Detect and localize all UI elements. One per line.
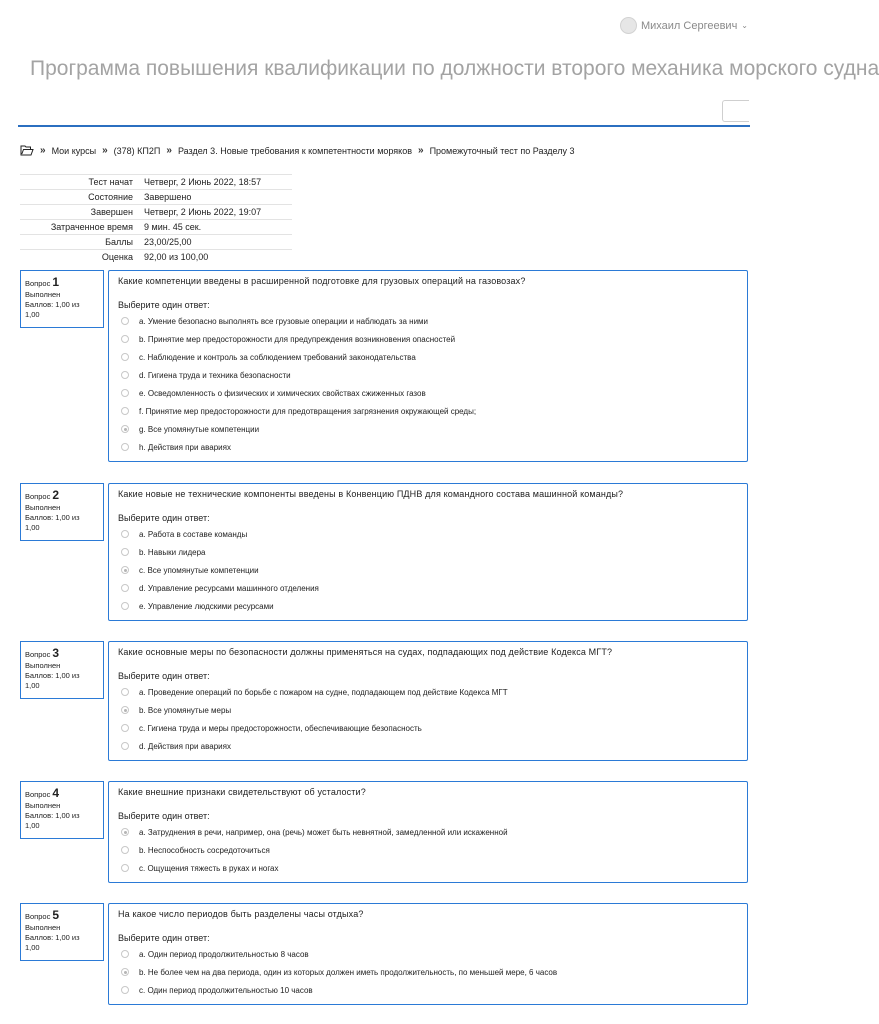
- question-info: [20, 641, 104, 699]
- user-name: Михаил Сергеевич: [640, 19, 738, 32]
- summary-value: Четверг, 2 Июнь 2022, 19:07: [144, 205, 292, 220]
- answer-option[interactable]: [118, 525, 738, 543]
- answer-option[interactable]: [118, 366, 738, 384]
- summary-row: [20, 250, 292, 265]
- summary-row: [20, 220, 292, 235]
- summary-label: Оценка: [20, 250, 144, 265]
- answer-option[interactable]: [118, 348, 738, 366]
- radio-button[interactable]: [121, 828, 129, 836]
- answer-label: b. Принятие мер предосторожности для предупреждения возникновения опасностей: [139, 334, 456, 344]
- question-label: Вопрос: [25, 790, 51, 799]
- question-label: Вопрос: [25, 492, 51, 501]
- page-title: Программа повышения квалификации по должности второго механика морского судна: [30, 57, 879, 80]
- user-menu[interactable]: [620, 17, 748, 34]
- summary-value: 92,00 из 100,00: [144, 250, 292, 265]
- answer-label: b. Неспособность сосредоточиться: [139, 845, 270, 855]
- summary-row: [20, 205, 292, 220]
- question-number: [25, 645, 99, 661]
- question-status: Выполнен: [25, 290, 61, 300]
- breadcrumb-my-courses[interactable]: Мои курсы: [51, 145, 97, 156]
- question-score: Баллов: 1,00 из: [25, 811, 80, 821]
- answer-option[interactable]: [118, 823, 738, 841]
- question-status: Выполнен: [25, 661, 61, 671]
- answer-option[interactable]: [118, 312, 738, 330]
- avatar: [620, 17, 637, 34]
- question-number-value: 5: [52, 908, 60, 922]
- radio-button[interactable]: [121, 846, 129, 854]
- question-score-max: 1,00: [25, 523, 40, 533]
- radio-button[interactable]: [121, 602, 129, 610]
- breadcrumb-separator-icon: »: [418, 145, 424, 156]
- radio-button[interactable]: [121, 335, 129, 343]
- question-box: [108, 483, 748, 621]
- summary-value: Четверг, 2 Июнь 2022, 18:57: [144, 175, 292, 190]
- question-info: [20, 903, 104, 961]
- answer-option[interactable]: [118, 561, 738, 579]
- answer-label: c. Все упомянутые компетенции: [139, 565, 259, 575]
- answer-option[interactable]: [118, 579, 738, 597]
- answer-option[interactable]: [118, 859, 738, 877]
- answer-label: b. Навыки лидера: [139, 547, 206, 557]
- answer-label: c. Один период продолжительностью 10 часов: [139, 985, 313, 995]
- answer-label: c. Наблюдение и контроль за соблюдением требований законодательства: [139, 352, 416, 362]
- breadcrumb-quiz[interactable]: Промежуточный тест по Разделу 3: [429, 145, 575, 156]
- summary-label: Баллы: [20, 235, 144, 250]
- radio-button[interactable]: [121, 443, 129, 451]
- summary-label: Завершен: [20, 205, 144, 220]
- question-score: Баллов: 1,00 из: [25, 933, 80, 943]
- question-score-max: 1,00: [25, 943, 40, 953]
- question-number-value: 1: [52, 275, 60, 289]
- question-box: [108, 641, 748, 761]
- answer-label: f. Принятие мер предосторожности для предотвращения загрязнения окружающей среды;: [139, 406, 477, 416]
- answer-option[interactable]: [118, 841, 738, 859]
- question-box: [108, 903, 748, 1005]
- radio-button[interactable]: [121, 724, 129, 732]
- radio-button[interactable]: [121, 742, 129, 750]
- radio-button[interactable]: [121, 986, 129, 994]
- answer-label: h. Действия при авариях: [139, 442, 231, 452]
- radio-button[interactable]: [121, 688, 129, 696]
- answer-prompt: Выберите один ответ:: [118, 671, 210, 681]
- radio-button[interactable]: [121, 864, 129, 872]
- answer-option[interactable]: [118, 981, 738, 999]
- summary-value: Завершено: [144, 190, 292, 205]
- question-score-max: 1,00: [25, 681, 40, 691]
- question-box: [108, 270, 748, 462]
- answer-option[interactable]: [118, 963, 738, 981]
- answer-prompt: Выберите один ответ:: [118, 811, 210, 821]
- question-text: Какие новые не технические компоненты введены в Конвенцию ПДНВ для командного состава машинной команды?: [118, 489, 624, 499]
- answer-option[interactable]: [118, 737, 738, 755]
- answer-label: a. Один период продолжительностью 8 часов: [139, 949, 309, 959]
- summary-row: [20, 190, 292, 205]
- radio-button[interactable]: [121, 566, 129, 574]
- question-text: Какие основные меры по безопасности должны применяться на судах, подпадающих под действие Кодекса МГТ?: [118, 647, 613, 657]
- question-number-value: 4: [52, 786, 60, 800]
- question-number: [25, 274, 99, 290]
- radio-button[interactable]: [121, 425, 129, 433]
- answer-option[interactable]: [118, 701, 738, 719]
- summary-row: [20, 175, 292, 190]
- question-score-max: 1,00: [25, 310, 40, 320]
- breadcrumb-separator-icon: »: [166, 145, 172, 156]
- radio-button[interactable]: [121, 548, 129, 556]
- question-score: Баллов: 1,00 из: [25, 513, 80, 523]
- summary-label: Затраченное время: [20, 220, 144, 235]
- header-divider: [18, 125, 750, 127]
- answer-label: c. Ощущения тяжесть в руках и ногах: [139, 863, 279, 873]
- breadcrumb-separator-icon: »: [102, 145, 108, 156]
- radio-button[interactable]: [121, 584, 129, 592]
- summary-value: 9 мин. 45 сек.: [144, 220, 292, 235]
- answer-option[interactable]: [118, 402, 738, 420]
- summary-row: [20, 235, 292, 250]
- answer-label: e. Управление людскими ресурсами: [139, 601, 274, 611]
- sidebar-toggle-button[interactable]: [722, 100, 749, 122]
- question-info: [20, 270, 104, 328]
- answer-label: a. Умение безопасно выполнять все грузовые операции и наблюдать за ними: [139, 316, 429, 326]
- answer-option[interactable]: [118, 597, 738, 615]
- answer-option[interactable]: [118, 543, 738, 561]
- question-text: Какие внешние признаки свидетельствуют об усталости?: [118, 787, 366, 797]
- answer-option[interactable]: [118, 719, 738, 737]
- summary-label: Состояние: [20, 190, 144, 205]
- folder-open-icon[interactable]: [20, 145, 34, 156]
- radio-button[interactable]: [121, 353, 129, 361]
- question-number-value: 3: [52, 646, 60, 660]
- answer-option[interactable]: [118, 420, 738, 438]
- summary-label: Тест начат: [20, 175, 144, 190]
- answer-option[interactable]: [118, 945, 738, 963]
- question-label: Вопрос: [25, 912, 51, 921]
- answer-label: a. Затруднения в речи, например, она (речь) может быть невнятной, замедленной или искаженной: [139, 827, 508, 837]
- answer-label: b. Не более чем на два периода, один из которых должен иметь продолжительность, по меньшей мере, 6 часов: [139, 967, 558, 977]
- question-label: Вопрос: [25, 279, 51, 288]
- breadcrumb-course[interactable]: (378) КП2П: [113, 145, 161, 156]
- question-status: Выполнен: [25, 801, 61, 811]
- question-number-value: 2: [52, 488, 60, 502]
- question-info: [20, 781, 104, 839]
- question-status: Выполнен: [25, 503, 61, 513]
- answer-prompt: Выберите один ответ:: [118, 300, 210, 310]
- question-status: Выполнен: [25, 923, 61, 933]
- answer-prompt: Выберите один ответ:: [118, 933, 210, 943]
- answer-label: d. Действия при авариях: [139, 741, 231, 751]
- answer-label: g. Все упомянутые компетенции: [139, 424, 260, 434]
- attempt-summary-table: [20, 174, 292, 264]
- chevron-down-icon: ⌄: [741, 21, 748, 30]
- question-score: Баллов: 1,00 из: [25, 300, 80, 310]
- radio-button[interactable]: [121, 407, 129, 415]
- radio-button[interactable]: [121, 530, 129, 538]
- breadcrumb: [20, 145, 575, 156]
- answer-label: d. Управление ресурсами машинного отделения: [139, 583, 319, 593]
- question-score-max: 1,00: [25, 821, 40, 831]
- answer-label: d. Гигиена труда и техника безопасности: [139, 370, 291, 380]
- answer-option[interactable]: [118, 330, 738, 348]
- radio-button[interactable]: [121, 371, 129, 379]
- question-text: На какое число периодов быть разделены часы отдыха?: [118, 909, 364, 919]
- radio-button[interactable]: [121, 968, 129, 976]
- answer-label: b. Все упомянутые меры: [139, 705, 232, 715]
- question-score: Баллов: 1,00 из: [25, 671, 80, 681]
- answer-prompt: Выберите один ответ:: [118, 513, 210, 523]
- summary-value: 23,00/25,00: [144, 235, 292, 250]
- question-number: [25, 785, 99, 801]
- answer-label: c. Гигиена труда и меры предосторожности, обеспечивающие безопасность: [139, 723, 422, 733]
- radio-button[interactable]: [121, 389, 129, 397]
- breadcrumb-section[interactable]: Раздел 3. Новые требования к компетентности моряков: [177, 145, 412, 156]
- answer-label: e. Осведомленность о физических и химических свойствах сжиженных газов: [139, 388, 426, 398]
- answer-option[interactable]: [118, 683, 738, 701]
- answer-label: a. Работа в составе команды: [139, 529, 248, 539]
- question-info: [20, 483, 104, 541]
- answer-label: a. Проведение операций по борьбе с пожаром на судне, подпадающем под действие Кодекса МГТ: [139, 687, 508, 697]
- radio-button[interactable]: [121, 706, 129, 714]
- question-text: Какие компетенции введены в расширенной подготовке для грузовых операций на газовозах?: [118, 276, 526, 286]
- question-number: [25, 487, 99, 503]
- question-label: Вопрос: [25, 650, 51, 659]
- answer-option[interactable]: [118, 438, 738, 456]
- answer-option[interactable]: [118, 384, 738, 402]
- question-number: [25, 907, 99, 923]
- question-box: [108, 781, 748, 883]
- breadcrumb-separator-icon: »: [40, 145, 46, 156]
- radio-button[interactable]: [121, 950, 129, 958]
- radio-button[interactable]: [121, 317, 129, 325]
